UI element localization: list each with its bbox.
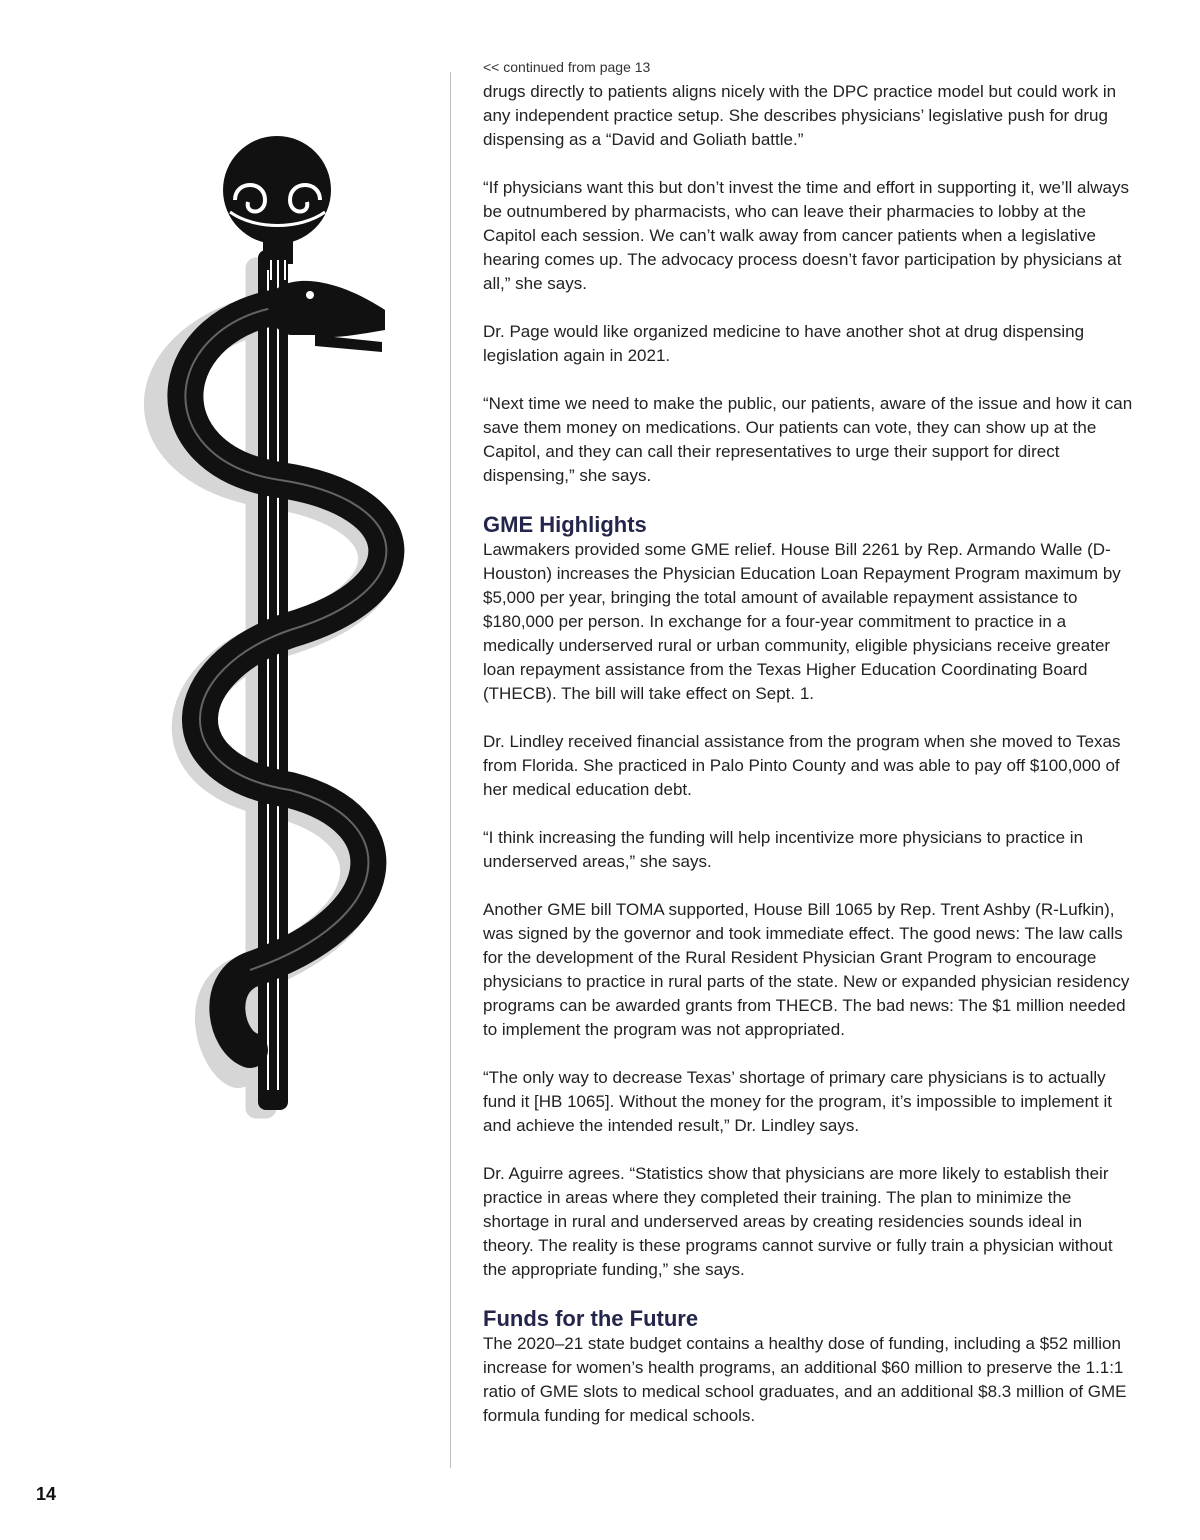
section-heading-gme-highlights: GME Highlights xyxy=(483,512,647,537)
continued-note: << continued from page 13 xyxy=(483,59,651,75)
section-heading-funds-for-the-future: Funds for the Future xyxy=(483,1306,699,1331)
paragraph-11: The 2020–21 state budget contains a healthy dose of funding, including a $52 million increase for women’s health programs, an additional $60 million to preserve the 1.1:1 ratio of GME slots to medical school graduates, and an additional $8.3 million of GME formula funding for medical schools. xyxy=(483,1334,1127,1425)
paragraph-7: “I think increasing the funding will help incentivize more physicians to practice in underserved areas,” she says. xyxy=(483,828,1084,871)
paragraph-10: Dr. Aguirre agrees. “Statistics show that physicians are more likely to establish their practice in areas where they completed their training. The plan to minimize the shortage in rural and underserved areas by creating residencies sounds ideal in theory. The reality is these programs cannot survive or fully train a physician without the appropriate funding,” she says. xyxy=(483,1164,1113,1279)
paragraph-5: Lawmakers provided some GME relief. House Bill 2261 by Rep. Armando Walle (D-Houston) increases the Physician Education Loan Repayment Program maximum by $5,000 per year, bringing the total amount of available repayment assistance to $180,000 per person. In exchange for a four-year commitment to practice in a medically underserved rural or urban community, eligible physicians receive greater loan repayment assistance from the Texas Higher Education Coordinating Board (THECB). The bill will take effect on Sept. 1. xyxy=(483,540,1121,703)
paragraph-4: “Next time we need to make the public, our patients, aware of the issue and how it can save them money on medications. Our patients can vote, they can show up at the Capitol, and they can call their representatives to urge their support for direct dispensing,” she says. xyxy=(483,394,1133,485)
paragraph-8: Another GME bill TOMA supported, House Bill 1065 by Rep. Trent Ashby (R-Lufkin), was signed by the governor and took immediate effect. The good news: The law calls for the development of the Rural Resident Physician Grant Program to encourage physicians to practice in rural parts of the state. New or expanded physician residency programs can be awarded grants from THECB. The bad news: The $1 million needed to implement the program was not appropriated. xyxy=(483,900,1130,1039)
paragraph-9: “The only way to decrease Texas’ shortage of primary care physicians is to actually fund it [HB 1065]. Without the money for the program, it’s impossible to implement it and achieve the intended result,” Dr. Lindley says. xyxy=(483,1068,1112,1135)
paragraph-3: Dr. Page would like organized medicine to have another shot at drug dispensing legislation again in 2021. xyxy=(483,322,1085,365)
page-number: 14 xyxy=(36,1484,57,1504)
paragraph-2: “If physicians want this but don’t invest the time and effort in supporting it, we’ll always be outnumbered by pharmacists, who can leave their pharmacies to lobby at the Capitol each session. We can’t walk away from cancer patients when a legislative hearing comes up. The advocacy process doesn’t favor participation by physicians at all,” she says. xyxy=(483,178,1130,293)
paragraph-6: Dr. Lindley received financial assistance from the program when she moved to Texas from Florida. She practiced in Palo Pinto County and was able to pay off $100,000 of her medical education debt. xyxy=(483,732,1121,799)
column-divider xyxy=(450,72,451,1468)
paragraph-1: drugs directly to patients aligns nicely with the DPC practice model but could work in any independent practice setup. She describes physicians’ legislative push for drug dispensing as a “David and Goliath battle.” xyxy=(483,82,1117,149)
rod-of-asclepius-icon xyxy=(140,130,440,1130)
article-column xyxy=(483,58,1133,1452)
